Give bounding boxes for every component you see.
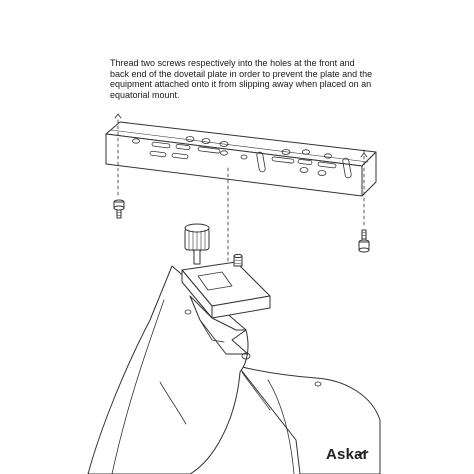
equatorial-mount	[88, 262, 380, 474]
brand-logo: Askar	[326, 446, 369, 463]
right-screw	[359, 230, 369, 252]
clamp-knob	[185, 224, 209, 264]
brand-mark-icon	[358, 450, 366, 456]
instruction-text	[110, 58, 400, 100]
dovetail-plate	[106, 122, 376, 196]
saddle-screw	[234, 254, 242, 266]
instruction-line: equatorial mount.	[110, 89, 180, 100]
instruction-line: back end of the dovetail plate in order to prevent the plate and the	[110, 68, 373, 79]
instruction-line: equipment attached onto it from slipping away when placed on an	[110, 79, 372, 90]
left-screw	[114, 200, 124, 218]
instruction-line: Thread two screws respectively into the holes at the front and	[110, 58, 355, 68]
